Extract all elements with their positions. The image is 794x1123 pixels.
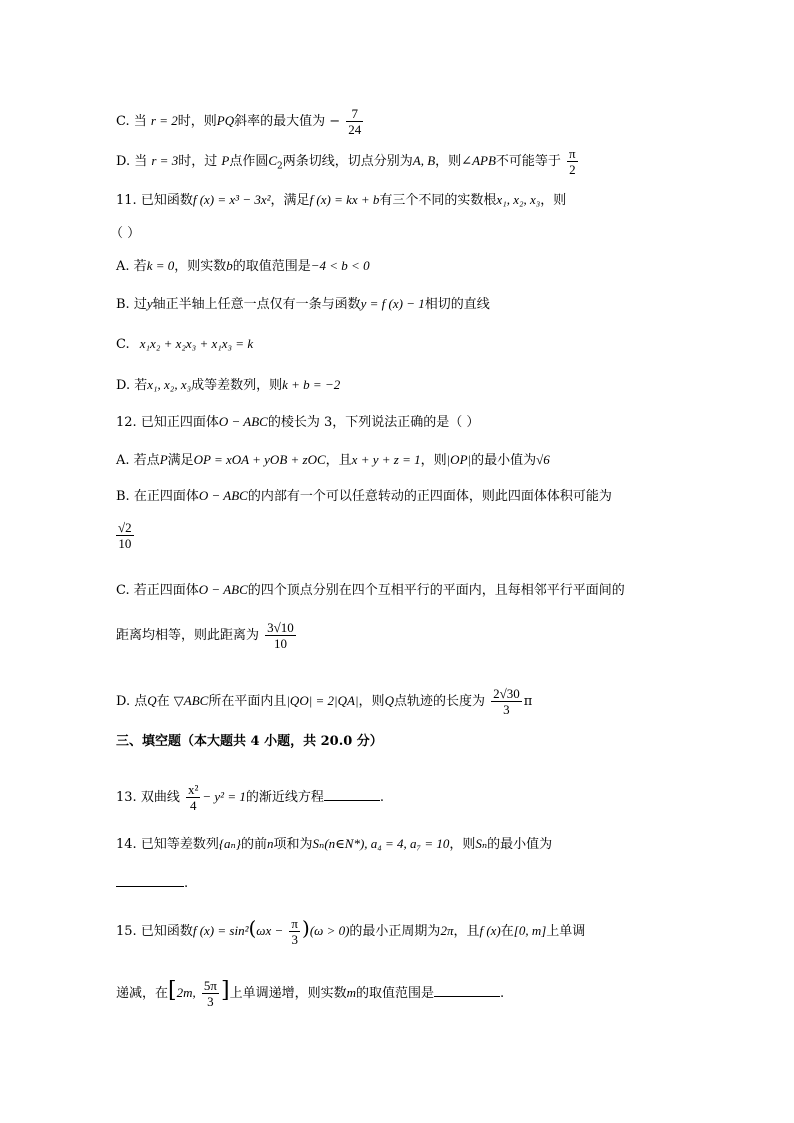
question-12: 12. 已知正四面体O − ABC的棱长为 3，下列说法正确的是（ ） xyxy=(116,414,480,430)
fraction: $\frac{\text{x²}}{4}$ xyxy=(187,782,199,813)
q15-line2: 递减，在[2m, $\frac{5\pi}{3}$ ]上单调递增，则实数m的取值范围是 . xyxy=(116,978,505,1009)
q14-answer-line: . xyxy=(116,872,694,894)
q11-option-a: A. 若k = 0，则实数b的取值范围是−4 < b < 0 xyxy=(116,258,370,274)
q10-option-c: C. 当 r = 2时，则PQ斜率的最大值为 − $\frac{7}{24}$ xyxy=(116,106,362,137)
q11-option-b: B. 过y轴正半轴上任意一点仅有一条与函数y = f (x) − 1相切的直线 xyxy=(116,296,490,312)
q12-option-d: D. 点Q在 ▽ABC所在平面内且|QO| = 2|QA|，则Q点轨迹的长度为 $\frac{2√30}{3}$ π xyxy=(116,686,533,717)
answer-blank[interactable] xyxy=(116,872,184,887)
q12-option-a: A. 若点P满足OP = xOA + yOB + zOC，且x + y + z = 1，则|OP|的最小值为√6 xyxy=(116,452,550,468)
q12-option-b-fraction xyxy=(116,520,694,551)
q12-option-c: C. 若正四面体O − ABC的四个顶点分别在四个互相平行的平面内，且每相邻平行平面间的 xyxy=(116,582,625,598)
q12-option-b: B. 在正四面体O − ABC的内部有一个可以任意转动的正四面体，则此四面体体积可能为 xyxy=(116,488,612,504)
fraction: $\frac{√2}{10}$ xyxy=(118,520,132,551)
q11-option-d: D. 若x₁, x₂, x₃成等差数列，则k + b = −2 xyxy=(116,377,341,393)
fraction: $\frac{3√10}{10}$ xyxy=(267,620,294,651)
question-11: 11. 已知函数f (x) = x³ − 3x²，满足f (x) = kx + b有三个不同的实数根x₁, x₂, x₃，则 xyxy=(116,192,567,208)
fraction: $\frac{\pi}{2}$ xyxy=(569,146,576,177)
q10-option-d: D. 当 r = 3时，过 P点作圆$C_2$两条切线，切点分别为A, B，则∠APB不可能等于 $\frac{\pi}{2}$ xyxy=(116,146,576,177)
answer-blank[interactable] xyxy=(434,982,500,997)
q12-option-c-line2: 距离均相等，则此距离为 $\frac{3√10}{10}$ xyxy=(116,620,294,651)
answer-blank[interactable] xyxy=(324,786,380,801)
fraction: $\frac{7}{24}$ xyxy=(348,106,362,137)
fraction: $\frac{5\pi}{3}$ xyxy=(203,978,217,1009)
question-14: 14. 已知等差数列{aₙ}的前n项和为Sₙ(n∈N*), a₄ = 4, a₇ = 10，则Sₙ的最小值为 xyxy=(116,836,553,852)
fraction: $\frac{\pi}{3}$ xyxy=(291,916,298,947)
q11-answer-paren: （ ） xyxy=(110,226,141,241)
fraction: $\frac{2√30}{3}$ xyxy=(493,686,520,717)
question-13: 13. 双曲线 $\frac{\text{x²}}{4}$ − y² = 1的渐近线方程 . xyxy=(116,782,385,813)
q11-option-c: C. x₁x₂ + x₂x₃ + x₁x₃ = k xyxy=(116,336,254,352)
section-title: 三、填空题（本大题共 4 小题，共 20.0 分） xyxy=(116,734,383,749)
question-15: 15. 已知函数f (x) = sin²(ωx − $\frac{\pi}{3}$ )(ω > 0)的最小正周期为2π，且f (x)在[0, m]上单调 xyxy=(116,916,586,947)
